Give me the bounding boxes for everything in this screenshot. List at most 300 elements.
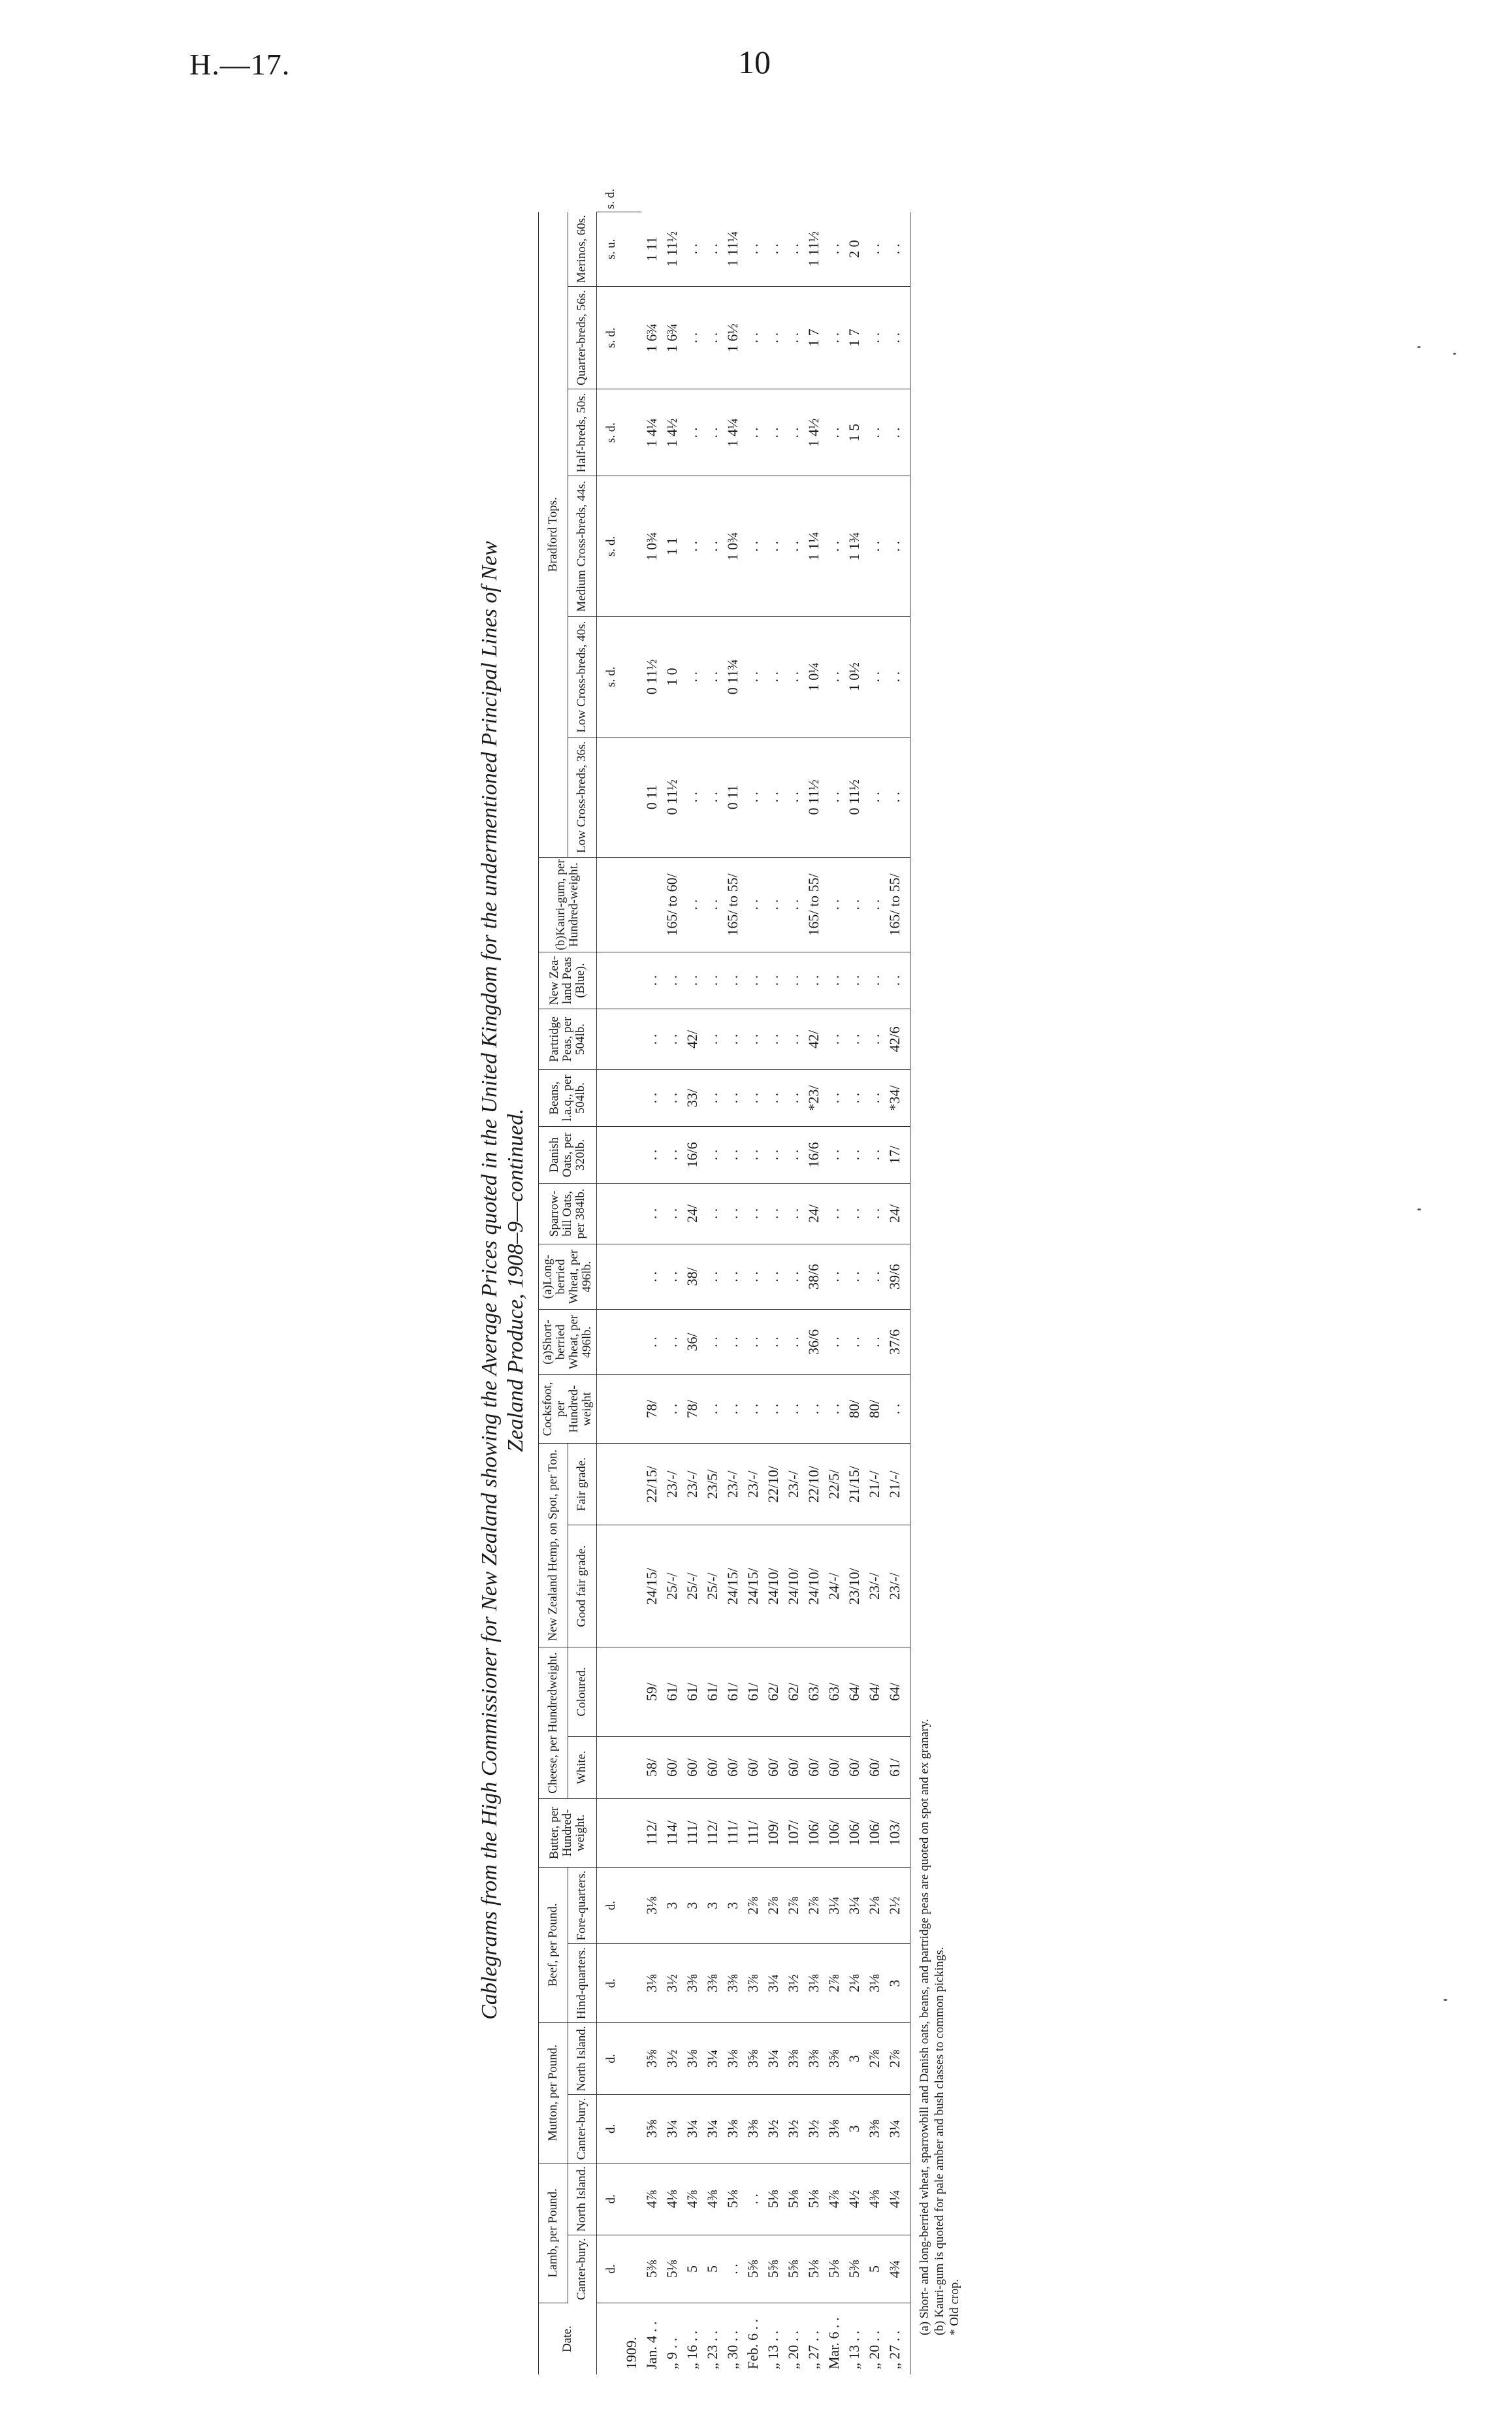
price-cell: 17/ bbox=[884, 1126, 910, 1183]
table-row bbox=[702, 186, 722, 2374]
year-row-cell bbox=[621, 1183, 641, 1244]
price-cell: 1 6½ bbox=[722, 286, 743, 389]
price-cell: . . bbox=[824, 737, 844, 857]
unit-cell bbox=[597, 1009, 622, 1069]
price-cell: 1 5 bbox=[844, 389, 864, 476]
price-cell: 1 0¼ bbox=[803, 617, 824, 737]
header-hemp-good-fair: Good fair grade. bbox=[568, 1525, 597, 1647]
price-cell: . . bbox=[682, 737, 702, 857]
price-cell: . . bbox=[864, 1183, 884, 1244]
price-cell: . . bbox=[783, 1069, 803, 1126]
price-cell: 60/ bbox=[722, 1736, 743, 1798]
price-cell: . . bbox=[682, 857, 702, 952]
price-cell: . . bbox=[743, 1309, 763, 1374]
price-cell: . . bbox=[824, 617, 844, 737]
price-cell: 5 bbox=[702, 2235, 722, 2303]
price-cell: 3¼ bbox=[824, 1867, 844, 1943]
price-cell: 5⅝ bbox=[763, 2235, 783, 2303]
price-cell: 23/5/ bbox=[702, 1443, 722, 1525]
price-cell: 109/ bbox=[763, 1798, 783, 1867]
header-low36: Low Cross-breds, 36s. bbox=[568, 737, 597, 857]
price-cell: . . bbox=[824, 389, 844, 476]
price-cell: 22/10/ bbox=[763, 1443, 783, 1525]
table-row bbox=[662, 186, 682, 2374]
price-cell: 3½ bbox=[763, 2095, 783, 2164]
price-cell: 60/ bbox=[682, 1736, 702, 1798]
price-cell: . . bbox=[864, 1244, 884, 1309]
price-cell: 24/10/ bbox=[783, 1525, 803, 1647]
header-beans: Beans, l.a.q., per 504lb. bbox=[539, 1069, 597, 1126]
price-cell: 5⅛ bbox=[763, 2163, 783, 2235]
price-cell: 23/-/ bbox=[864, 1525, 884, 1647]
price-cell: . . bbox=[864, 617, 884, 737]
price-cell: 23/-/ bbox=[722, 1443, 743, 1525]
year-row-cell bbox=[621, 857, 641, 952]
price-cell: 1 6¾ bbox=[662, 286, 682, 389]
price-cell: 5⅛ bbox=[662, 2235, 682, 2303]
price-cell: . . bbox=[783, 857, 803, 952]
year-row-cell bbox=[621, 212, 641, 287]
price-cell: . . bbox=[641, 952, 662, 1009]
price-cell: . . bbox=[763, 737, 783, 857]
footnotes bbox=[917, 186, 962, 2374]
price-cell: . . bbox=[743, 286, 763, 389]
scan-speck bbox=[1417, 1208, 1421, 1210]
price-cell: 61/ bbox=[884, 1736, 910, 1798]
price-cell: . . bbox=[864, 737, 884, 857]
price-cell: 3⅝ bbox=[641, 2022, 662, 2094]
price-cell: . . bbox=[783, 389, 803, 476]
unit-cell: d. bbox=[597, 2095, 622, 2164]
price-cell: 24/15/ bbox=[641, 1525, 662, 1647]
date-cell: „ 27 . . bbox=[884, 2303, 910, 2375]
price-cell: 24/15/ bbox=[743, 1525, 763, 1647]
price-cell: 63/ bbox=[803, 1647, 824, 1736]
price-cell: 3 bbox=[722, 1867, 743, 1943]
header-bradford-tops: Bradford Tops. bbox=[539, 212, 568, 858]
price-cell: . . bbox=[743, 212, 763, 287]
price-cell: . . bbox=[763, 476, 783, 617]
price-cell: 0 11 bbox=[722, 737, 743, 857]
price-cell: . . bbox=[743, 737, 763, 857]
year-row-cell bbox=[621, 2022, 641, 2094]
price-cell: 80/ bbox=[844, 1374, 864, 1443]
price-cell: 3⅛ bbox=[682, 2022, 702, 2094]
price-cell: 60/ bbox=[763, 1736, 783, 1798]
price-cell: . . bbox=[783, 952, 803, 1009]
price-cell: . . bbox=[763, 212, 783, 287]
date-cell: Jan. 4 . . bbox=[643, 2321, 660, 2369]
price-cell: 3⅛ bbox=[803, 1944, 824, 2023]
date-cell: „ 20 . . bbox=[784, 2330, 801, 2369]
price-cell: 1 7 bbox=[844, 286, 864, 389]
price-cell: 5 bbox=[682, 2235, 702, 2303]
price-cell: . . bbox=[722, 1126, 743, 1183]
year-row-cell bbox=[621, 1069, 641, 1126]
price-cell: 24/10/ bbox=[763, 1525, 783, 1647]
price-cell: 107/ bbox=[783, 1798, 803, 1867]
unit-cell bbox=[597, 737, 622, 857]
price-cell: . . bbox=[662, 1244, 682, 1309]
price-cell: . . bbox=[864, 212, 884, 287]
price-cell: 24/ bbox=[884, 1183, 910, 1244]
price-cell: . . bbox=[884, 476, 910, 617]
header-beef-hind: Hind-quarters. bbox=[568, 1944, 597, 2023]
price-cell: . . bbox=[763, 1244, 783, 1309]
price-cell: . . bbox=[763, 617, 783, 737]
price-cell: 3⅛ bbox=[864, 1944, 884, 2023]
year-row-cell bbox=[621, 737, 641, 857]
price-cell: . . bbox=[743, 1244, 763, 1309]
price-cell: 5⅛ bbox=[803, 2163, 824, 2235]
price-cell: 0 11½ bbox=[803, 737, 824, 857]
price-cell: . . bbox=[824, 1009, 844, 1069]
price-cell: 3 bbox=[702, 1867, 722, 1943]
price-cell: 3½ bbox=[783, 2095, 803, 2164]
unit-cell: s. d. bbox=[597, 286, 622, 389]
price-cell: 21/15/ bbox=[844, 1443, 864, 1525]
price-cell: . . bbox=[763, 1126, 783, 1183]
price-cell: 1 4¼ bbox=[641, 389, 662, 476]
price-cell: 61/ bbox=[662, 1647, 682, 1736]
price-cell: . . bbox=[844, 1244, 864, 1309]
date-cell: „ 27 . . bbox=[805, 2330, 822, 2369]
price-cell: . . bbox=[702, 476, 722, 617]
price-cell: 60/ bbox=[702, 1736, 722, 1798]
price-cell: 16/6 bbox=[803, 1126, 824, 1183]
price-cell: . . bbox=[662, 1009, 682, 1069]
price-cell: 3 bbox=[682, 1867, 702, 1943]
year-row-cell bbox=[621, 1647, 641, 1736]
price-cell: 0 11½ bbox=[844, 737, 864, 857]
price-cell: . . bbox=[824, 1309, 844, 1374]
price-cell: 3⅛ bbox=[641, 1867, 662, 1943]
year-row-cell bbox=[621, 617, 641, 737]
unit-cell: d. bbox=[597, 2235, 622, 2303]
price-cell: . . bbox=[722, 1244, 743, 1309]
table-row bbox=[803, 186, 824, 2374]
price-cell: 64/ bbox=[864, 1647, 884, 1736]
price-cell: . . bbox=[803, 1374, 824, 1443]
price-cell: 114/ bbox=[662, 1798, 682, 1867]
header-beef: Beef, per Pound. bbox=[539, 1867, 568, 2022]
price-cell: . . bbox=[783, 212, 803, 287]
table-row bbox=[682, 186, 702, 2374]
header-quarter56: Quarter-breds, 56s. bbox=[568, 286, 597, 389]
price-cell: 60/ bbox=[783, 1736, 803, 1798]
price-cell: . . bbox=[702, 1126, 722, 1183]
price-cell: . . bbox=[743, 952, 763, 1009]
unit-cell bbox=[597, 1647, 622, 1736]
price-cell: 39/6 bbox=[884, 1244, 910, 1309]
price-cell: . . bbox=[884, 389, 910, 476]
price-cell: 106/ bbox=[864, 1798, 884, 1867]
price-cell: *34/ bbox=[884, 1069, 910, 1126]
price-cell: . . bbox=[702, 857, 722, 952]
table-row bbox=[763, 186, 783, 2374]
price-cell: 42/6 bbox=[884, 1009, 910, 1069]
date-cell: „ 16 . . bbox=[683, 2330, 700, 2369]
price-cell: 3⅛ bbox=[722, 2022, 743, 2094]
price-cell: 111/ bbox=[682, 1798, 702, 1867]
unit-cell bbox=[597, 1183, 622, 1244]
price-cell: . . bbox=[722, 1309, 743, 1374]
price-cell: . . bbox=[864, 1069, 884, 1126]
price-cell: . . bbox=[783, 1244, 803, 1309]
unit-cell bbox=[597, 1525, 622, 1647]
price-cell: . . bbox=[864, 286, 884, 389]
price-cell: 111/ bbox=[722, 1798, 743, 1867]
year-row-cell bbox=[621, 1525, 641, 1647]
date-cell: „ 13 . . bbox=[845, 2330, 862, 2369]
year-row-cell bbox=[621, 2163, 641, 2235]
price-cell: 1 11¼ bbox=[722, 212, 743, 287]
header-kauri-gum: (b)Kauri-gum, per Hundred-weight. bbox=[539, 857, 597, 952]
price-cell: . . bbox=[884, 952, 910, 1009]
price-cell: . . bbox=[743, 617, 763, 737]
price-cell: 3¼ bbox=[662, 2095, 682, 2164]
header-mutton-north-island: North Island. bbox=[568, 2022, 597, 2094]
price-cell: . . bbox=[763, 1183, 783, 1244]
header-lamb-north-island: North Island. bbox=[568, 2163, 597, 2235]
price-cell: 24/ bbox=[803, 1183, 824, 1244]
price-cell: . . bbox=[702, 1244, 722, 1309]
price-cell: . . bbox=[641, 1009, 662, 1069]
price-cell: . . bbox=[722, 952, 743, 1009]
header-hemp: New Zealand Hemp, on Spot, per Ton. bbox=[539, 1443, 568, 1647]
table-row bbox=[722, 186, 743, 2374]
price-cell: 2 0 bbox=[844, 212, 864, 287]
price-cell: 63/ bbox=[824, 1647, 844, 1736]
price-cell: 5⅝ bbox=[783, 2235, 803, 2303]
price-cell: 112/ bbox=[702, 1798, 722, 1867]
price-cell: 5⅜ bbox=[641, 2235, 662, 2303]
price-cell: 5⅝ bbox=[743, 2235, 763, 2303]
price-cell: 25/-/ bbox=[702, 1525, 722, 1647]
price-cell: 112/ bbox=[641, 1798, 662, 1867]
price-cell: . . bbox=[641, 1069, 662, 1126]
price-cell: . . bbox=[783, 1183, 803, 1244]
unit-cell bbox=[597, 1309, 622, 1374]
price-cell: . . bbox=[783, 617, 803, 737]
price-cell: . . bbox=[702, 1009, 722, 1069]
price-cell: . . bbox=[682, 286, 702, 389]
price-cell: . . bbox=[783, 737, 803, 857]
price-cell: . . bbox=[844, 1069, 864, 1126]
price-cell: . . bbox=[864, 952, 884, 1009]
year-row-cell bbox=[621, 1944, 641, 2023]
price-cell: 33/ bbox=[682, 1069, 702, 1126]
price-cell: 1 4¼ bbox=[722, 389, 743, 476]
price-cell: . . bbox=[783, 286, 803, 389]
header-short-wheat: (a)Short-berried Wheat, per 496lb. bbox=[539, 1309, 597, 1374]
price-cell: . . bbox=[662, 1183, 682, 1244]
price-cell: . . bbox=[783, 1374, 803, 1443]
price-cell: 3⅜ bbox=[864, 2095, 884, 2164]
header-mutton: Mutton, per Pound. bbox=[539, 2022, 568, 2163]
year-row-cell bbox=[621, 186, 641, 212]
price-cell: 2⅞ bbox=[783, 1867, 803, 1943]
header-cheese: Cheese, per Hundredweight. bbox=[539, 1647, 568, 1799]
price-cell: . . bbox=[763, 286, 783, 389]
price-cell: 24/-/ bbox=[824, 1525, 844, 1647]
price-cell: 42/ bbox=[803, 1009, 824, 1069]
unit-cell: s. d. bbox=[597, 186, 622, 212]
price-cell: 106/ bbox=[824, 1798, 844, 1867]
table-title bbox=[477, 186, 529, 2374]
page-reference: H.—17. bbox=[189, 48, 291, 81]
page-number: 10 bbox=[738, 44, 771, 80]
unit-cell bbox=[597, 1069, 622, 1126]
price-cell: . . bbox=[763, 1374, 783, 1443]
unit-cell bbox=[597, 1798, 622, 1867]
price-cell: 78/ bbox=[682, 1374, 702, 1443]
price-cell: 1 4½ bbox=[662, 389, 682, 476]
price-cell: . . bbox=[884, 212, 910, 287]
header-lamb: Lamb, per Pound. bbox=[539, 2163, 568, 2303]
price-cell: 58/ bbox=[641, 1736, 662, 1798]
price-cell: . . bbox=[783, 1309, 803, 1374]
price-cell: 23/-/ bbox=[682, 1443, 702, 1525]
table-row bbox=[844, 186, 864, 2374]
price-cell: 24/ bbox=[682, 1183, 702, 1244]
header-half50: Half-breds, 50s. bbox=[568, 389, 597, 476]
price-cell: 3⅜ bbox=[743, 2095, 763, 2164]
price-cell: . . bbox=[824, 1374, 844, 1443]
price-cell: 4¼ bbox=[884, 2163, 910, 2235]
unit-cell bbox=[597, 1244, 622, 1309]
price-cell: 59/ bbox=[641, 1647, 662, 1736]
price-cell: . . bbox=[662, 1069, 682, 1126]
price-cell: . . bbox=[702, 1183, 722, 1244]
price-cell: 1 7 bbox=[803, 286, 824, 389]
price-cell: 1 6¾ bbox=[641, 286, 662, 389]
year-row-cell bbox=[621, 2095, 641, 2164]
price-cell: 23/-/ bbox=[783, 1443, 803, 1525]
price-cell: . . bbox=[702, 737, 722, 857]
price-cell: . . bbox=[824, 476, 844, 617]
price-cell: 23/-/ bbox=[662, 1443, 682, 1525]
year-row-cell bbox=[621, 389, 641, 476]
price-cell: 3¼ bbox=[763, 1944, 783, 2023]
price-cell: . . bbox=[743, 1374, 763, 1443]
year-row-cell bbox=[621, 1126, 641, 1183]
date-cell: „ 13 . . bbox=[764, 2330, 781, 2369]
price-cell: 5⅛ bbox=[783, 2163, 803, 2235]
price-cell: . . bbox=[702, 1374, 722, 1443]
year-row-cell bbox=[621, 476, 641, 617]
year-row bbox=[621, 186, 641, 2374]
price-cell: 3¼ bbox=[702, 2095, 722, 2164]
scan-speck bbox=[1417, 346, 1421, 348]
price-cell: . . bbox=[702, 286, 722, 389]
price-cell: . . bbox=[641, 1309, 662, 1374]
price-cell: 3¼ bbox=[682, 2095, 702, 2164]
year-row-cell bbox=[621, 952, 641, 1009]
table-row bbox=[884, 186, 910, 2374]
price-cell: 3¼ bbox=[702, 2022, 722, 2094]
price-cell: 23/10/ bbox=[844, 1525, 864, 1647]
price-cell: 2½ bbox=[884, 1867, 910, 1943]
footnote-star: * Old crop. bbox=[948, 2278, 961, 2335]
footnote-a: (a) Short- and long-berried wheat, sparrowbill and Danish oats, beans, and partridge peas are quoted on spot and ex granary. bbox=[918, 1719, 931, 2335]
year-row-cell bbox=[621, 1244, 641, 1309]
unit-cell bbox=[597, 857, 622, 952]
scan-speck bbox=[1453, 353, 1456, 355]
price-cell: 3⅝ bbox=[641, 2095, 662, 2164]
price-cell: 5⅜ bbox=[844, 2235, 864, 2303]
price-cell: . . bbox=[824, 212, 844, 287]
price-cell: 4½ bbox=[844, 2163, 864, 2235]
price-cell: . . bbox=[682, 389, 702, 476]
price-cell: 5⅛ bbox=[803, 2235, 824, 2303]
price-cell: 4⅞ bbox=[641, 2163, 662, 2235]
price-cell: 2⅞ bbox=[824, 1944, 844, 2023]
header-cheese-coloured: Coloured. bbox=[568, 1647, 597, 1736]
price-cell: . . bbox=[702, 212, 722, 287]
price-cell: . . bbox=[743, 1009, 763, 1069]
price-cell: 22/15/ bbox=[641, 1443, 662, 1525]
price-cell: 61/ bbox=[722, 1647, 743, 1736]
price-cell: 36/ bbox=[682, 1309, 702, 1374]
price-cell: . . bbox=[682, 617, 702, 737]
price-cell: . . bbox=[824, 1183, 844, 1244]
price-cell: 2⅞ bbox=[864, 2022, 884, 2094]
price-cell: . . bbox=[884, 1374, 910, 1443]
price-cell: . . bbox=[641, 1126, 662, 1183]
price-cell: 60/ bbox=[743, 1736, 763, 1798]
rotated-table-page bbox=[477, 186, 1130, 2374]
price-cell: 21/-/ bbox=[864, 1443, 884, 1525]
unit-cell bbox=[597, 1443, 622, 1525]
header-partridge-peas: Partridge Peas, per 504lb. bbox=[539, 1009, 597, 1069]
price-cell: . . bbox=[864, 1009, 884, 1069]
price-cell: 4⅜ bbox=[864, 2163, 884, 2235]
price-cell: 3¼ bbox=[763, 2022, 783, 2094]
price-cell: . . bbox=[844, 952, 864, 1009]
price-cell: 3⅜ bbox=[722, 1944, 743, 2023]
price-cell: 0 11 bbox=[641, 737, 662, 857]
price-cell: . . bbox=[844, 1183, 864, 1244]
price-cell: . . bbox=[864, 1126, 884, 1183]
header-beef-fore: Fore-quarters. bbox=[568, 1867, 597, 1943]
price-cell: 3⅜ bbox=[783, 2022, 803, 2094]
header-medium44: Medium Cross-breds, 44s. bbox=[568, 476, 597, 617]
price-cell: 3¼ bbox=[884, 2095, 910, 2164]
price-cell: . . bbox=[864, 476, 884, 617]
scan-speck bbox=[1443, 1999, 1447, 2001]
price-cell: . . bbox=[682, 212, 702, 287]
price-cell: 3½ bbox=[803, 2095, 824, 2164]
price-cell: 2⅛ bbox=[864, 1867, 884, 1943]
price-cell: 38/ bbox=[682, 1244, 702, 1309]
table-row bbox=[783, 186, 803, 2374]
price-cell: 3⅜ bbox=[803, 2022, 824, 2094]
price-cell: . . bbox=[763, 857, 783, 952]
price-cell: 3 bbox=[884, 1944, 910, 2023]
price-cell: 3 bbox=[844, 2095, 864, 2164]
price-cell: 165/ to 55/ bbox=[803, 857, 824, 952]
price-cell: . . bbox=[884, 286, 910, 389]
price-cell: 25/-/ bbox=[682, 1525, 702, 1647]
price-cell: . . bbox=[722, 2235, 743, 2303]
date-cell: „ 9 . . bbox=[663, 2337, 680, 2369]
price-cell: . . bbox=[824, 1244, 844, 1309]
price-cell: 23/-/ bbox=[884, 1525, 910, 1647]
price-cell: . . bbox=[702, 389, 722, 476]
price-cell: 3⅞ bbox=[743, 1944, 763, 2023]
price-cell: 1 4½ bbox=[803, 389, 824, 476]
